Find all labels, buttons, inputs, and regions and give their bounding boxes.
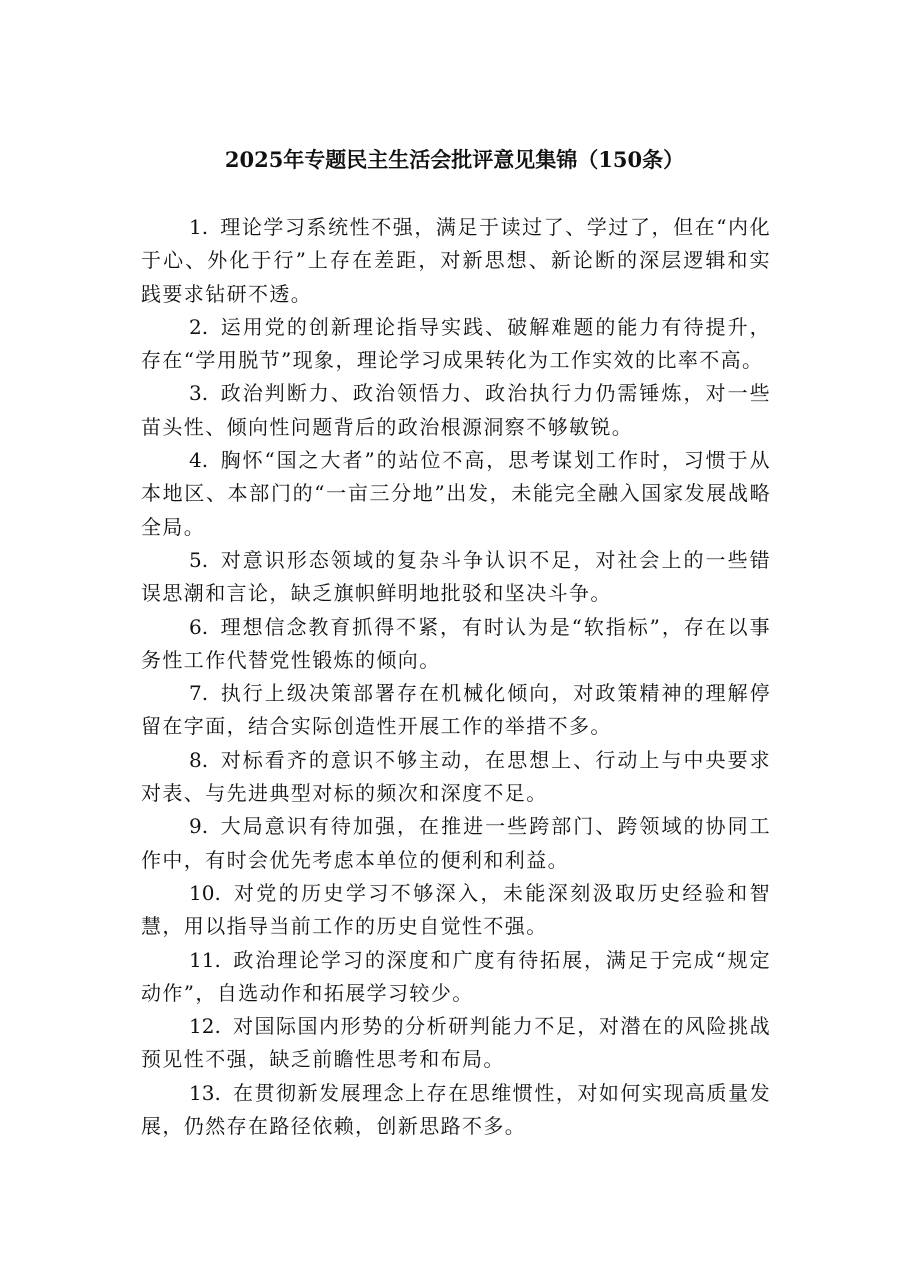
list-item [141, 944, 771, 1011]
item-text: 对意识形态领域的复杂斗争认识不足，对社会上的一些错误思潮和言论，缺乏旗帜鲜明地批驳和坚决斗争。 [141, 547, 771, 606]
item-text: 对国际国内形势的分析研判能力不足，对潜在的风险挑战预见性不强，缺乏前瞻性思考和布局。 [141, 1014, 771, 1072]
list-item [141, 311, 771, 378]
document-body [141, 211, 771, 1143]
list-item [141, 1010, 771, 1077]
item-text: 对党的历史学习不够深入，未能深刻汲取历史经验和智慧，用以指导当前工作的历史自觉性不强。 [141, 880, 771, 939]
list-item [141, 444, 771, 544]
item-number: 8. [189, 747, 209, 772]
item-number: 7. [189, 681, 209, 706]
item-text: 理想信念教育抓得不紧，有时认为是“软指标”，存在以事务性工作代替党性锻炼的倾向。 [141, 614, 771, 672]
list-item [141, 877, 771, 944]
item-number: 2. [189, 314, 209, 339]
item-number: 11. [189, 947, 221, 972]
item-text: 理论学习系统性不强，满足于读过了、学过了，但在“内化于心、外化于行”上存在差距，对新思想、新论断的深层逻辑和实践要求钻研不透。 [141, 215, 771, 306]
item-text: 在贯彻新发展理念上存在思维惯性，对如何实现高质量发展，仍然存在路径依赖，创新思路不多。 [141, 1080, 771, 1139]
item-number: 6. [189, 614, 209, 639]
item-text: 对标看齐的意识不够主动，在思想上、行动上与中央要求对表、与先进典型对标的频次和深度不足。 [141, 747, 771, 806]
item-number: 5. [189, 547, 209, 572]
item-number: 12. [189, 1014, 221, 1039]
item-number: 10. [189, 880, 221, 905]
list-item [141, 377, 771, 444]
item-number: 13. [189, 1080, 221, 1105]
item-text: 运用党的创新理论指导实践、破解难题的能力有待提升，存在“学用脱节”现象，理论学习成果转化为工作实效的比率不高。 [141, 314, 771, 373]
item-text: 政治理论学习的深度和广度有待拓展，满足于完成“规定动作”，自选动作和拓展学习较少。 [141, 947, 771, 1005]
list-item [141, 810, 771, 877]
item-number: 9. [189, 814, 209, 839]
list-item [141, 744, 771, 811]
list-item [141, 677, 771, 744]
item-number: 1. [189, 215, 209, 239]
list-item [141, 1077, 771, 1144]
item-number: 4. [189, 448, 209, 473]
item-text: 执行上级决策部署存在机械化倾向，对政策精神的理解停留在字面，结合实际创造性开展工作的举措不多。 [141, 681, 771, 739]
item-text: 政治判断力、政治领悟力、政治执行力仍需锤炼，对一些苗头性、倾向性问题背后的政治根源洞察不够敏锐。 [141, 381, 771, 439]
list-item [141, 611, 771, 678]
item-text: 胸怀“国之大者”的站位不高，思考谋划工作时，习惯于从本地区、本部门的“一亩三分地”出发，未能完全融入国家发展战略全局。 [141, 448, 771, 539]
list-item [141, 544, 771, 611]
item-number: 3. [189, 381, 209, 406]
list-item [141, 211, 771, 311]
document-title: 2025年专题民主生活会批评意见集锦（150条） [224, 147, 685, 172]
item-text: 大局意识有待加强，在推进一些跨部门、跨领域的协同工作中，有时会优先考虑本单位的便利和利益。 [141, 814, 771, 872]
